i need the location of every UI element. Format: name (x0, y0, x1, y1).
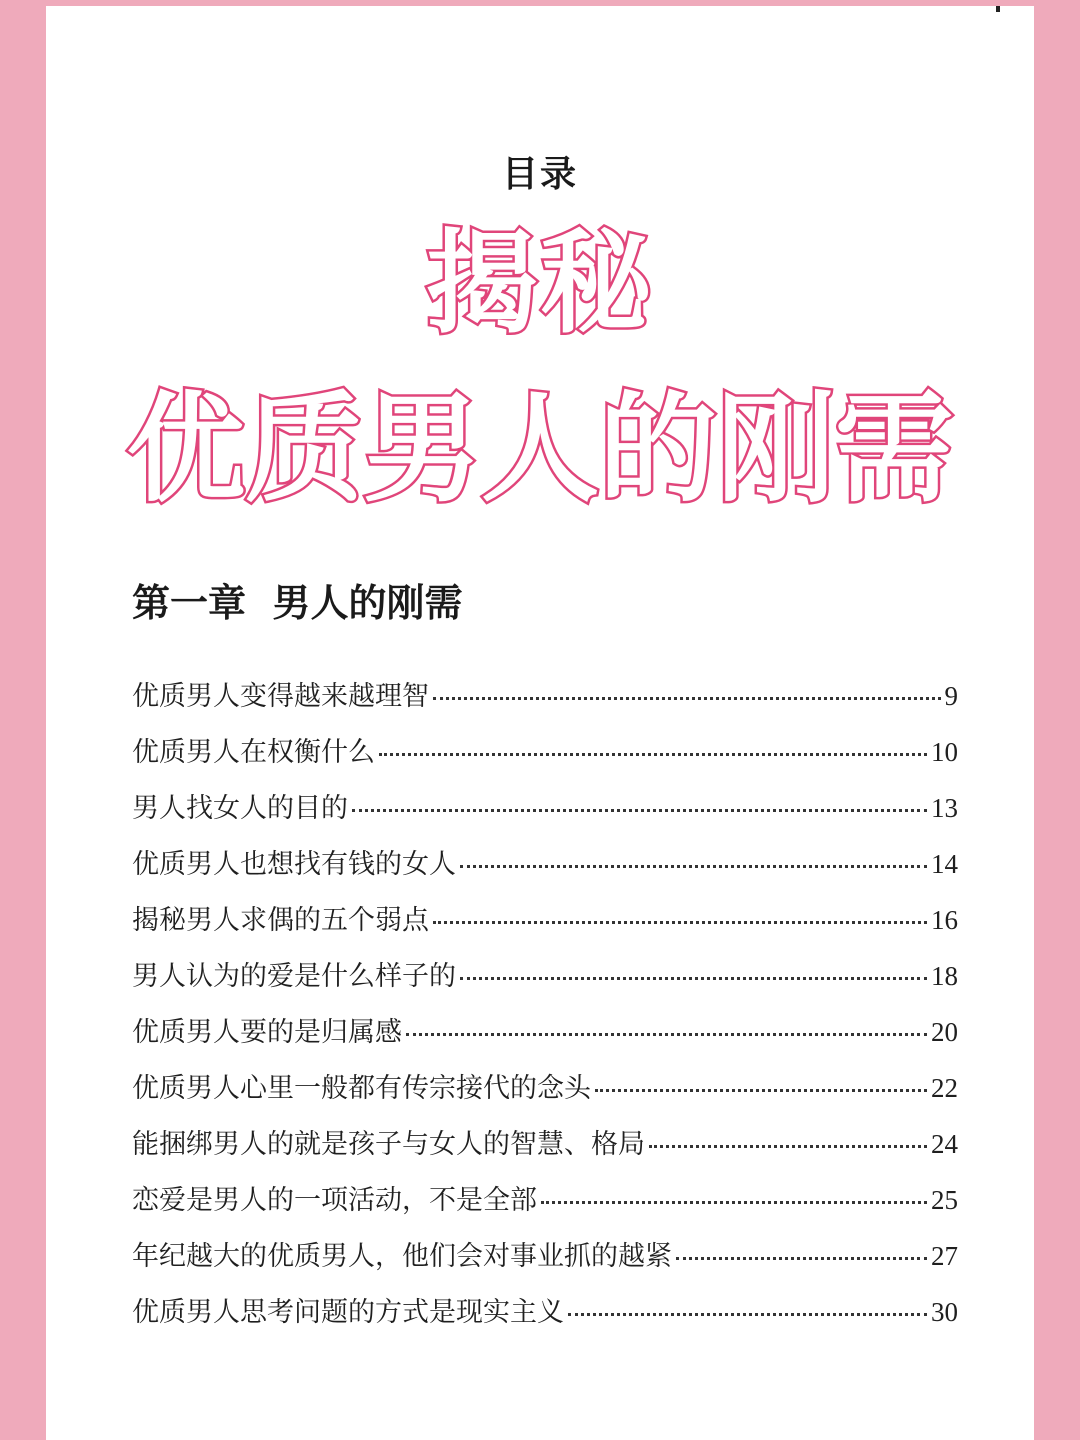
toc-entry-title: 揭秘男人求偶的五个弱点 (132, 905, 429, 936)
toc-list (132, 674, 958, 1346)
dot-leader (460, 865, 927, 868)
dot-leader (379, 753, 927, 756)
overlay-title-line-1: 揭秘 (426, 219, 654, 349)
toc-entry-title: 能捆绑男人的就是孩子与女人的智慧、格局 (132, 1129, 645, 1160)
toc-entry (132, 730, 958, 786)
toc-page-number: 22 (931, 1073, 958, 1103)
toc-entry (132, 674, 958, 730)
page-corner-mark (996, 6, 1000, 12)
book-page (46, 6, 1034, 1440)
toc-entry-title: 优质男人要的是归属感 (132, 1017, 402, 1048)
dot-leader (433, 921, 927, 924)
dot-leader (649, 1145, 927, 1148)
dot-leader (352, 809, 927, 812)
toc-entry (132, 1290, 958, 1346)
toc-entry (132, 1066, 958, 1122)
toc-entry (132, 1010, 958, 1066)
toc-page-number: 27 (931, 1241, 958, 1271)
dot-leader (595, 1089, 927, 1092)
chapter-title: 第一章 男人的刚需 (132, 580, 463, 625)
toc-page-number: 14 (931, 849, 958, 879)
toc-page-number: 20 (931, 1017, 958, 1047)
toc-entry-title: 男人找女人的目的 (132, 793, 348, 824)
dot-leader (568, 1313, 927, 1316)
toc-entry (132, 842, 958, 898)
toc-entry-title: 优质男人也想找有钱的女人 (132, 849, 456, 880)
toc-page-number: 16 (931, 905, 958, 935)
toc-entry (132, 898, 958, 954)
toc-entry (132, 954, 958, 1010)
toc-entry-title: 优质男人思考问题的方式是现实主义 (132, 1297, 564, 1328)
toc-entry-title: 恋爱是男人的一项活动，不是全部 (132, 1185, 537, 1216)
toc-entry (132, 1122, 958, 1178)
toc-page-number: 24 (931, 1129, 958, 1159)
toc-entry-title: 年纪越大的优质男人，他们会对事业抓的越紧 (132, 1241, 672, 1272)
dot-leader (541, 1201, 927, 1204)
toc-page-number: 18 (931, 961, 958, 991)
toc-entry (132, 786, 958, 842)
toc-page-number: 25 (931, 1185, 958, 1215)
dot-leader (460, 977, 927, 980)
toc-entry-title: 优质男人在权衡什么 (132, 737, 375, 768)
dot-leader (433, 697, 941, 700)
toc-page-number: 13 (931, 793, 958, 823)
toc-heading: 目录 (501, 153, 578, 195)
toc-page-number: 30 (931, 1297, 958, 1327)
toc-entry (132, 1234, 958, 1290)
dot-leader (406, 1033, 927, 1036)
toc-entry-title: 优质男人心里一般都有传宗接代的念头 (132, 1073, 591, 1104)
toc-entry (132, 1178, 958, 1234)
toc-page-number: 10 (931, 737, 958, 767)
dot-leader (676, 1257, 927, 1260)
toc-entry-title: 男人认为的爱是什么样子的 (132, 961, 456, 992)
overlay-title-line-2: 优质男人的刚需 (126, 380, 953, 518)
toc-entry-title: 优质男人变得越来越理智 (132, 681, 429, 712)
toc-page-number: 9 (944, 681, 958, 711)
